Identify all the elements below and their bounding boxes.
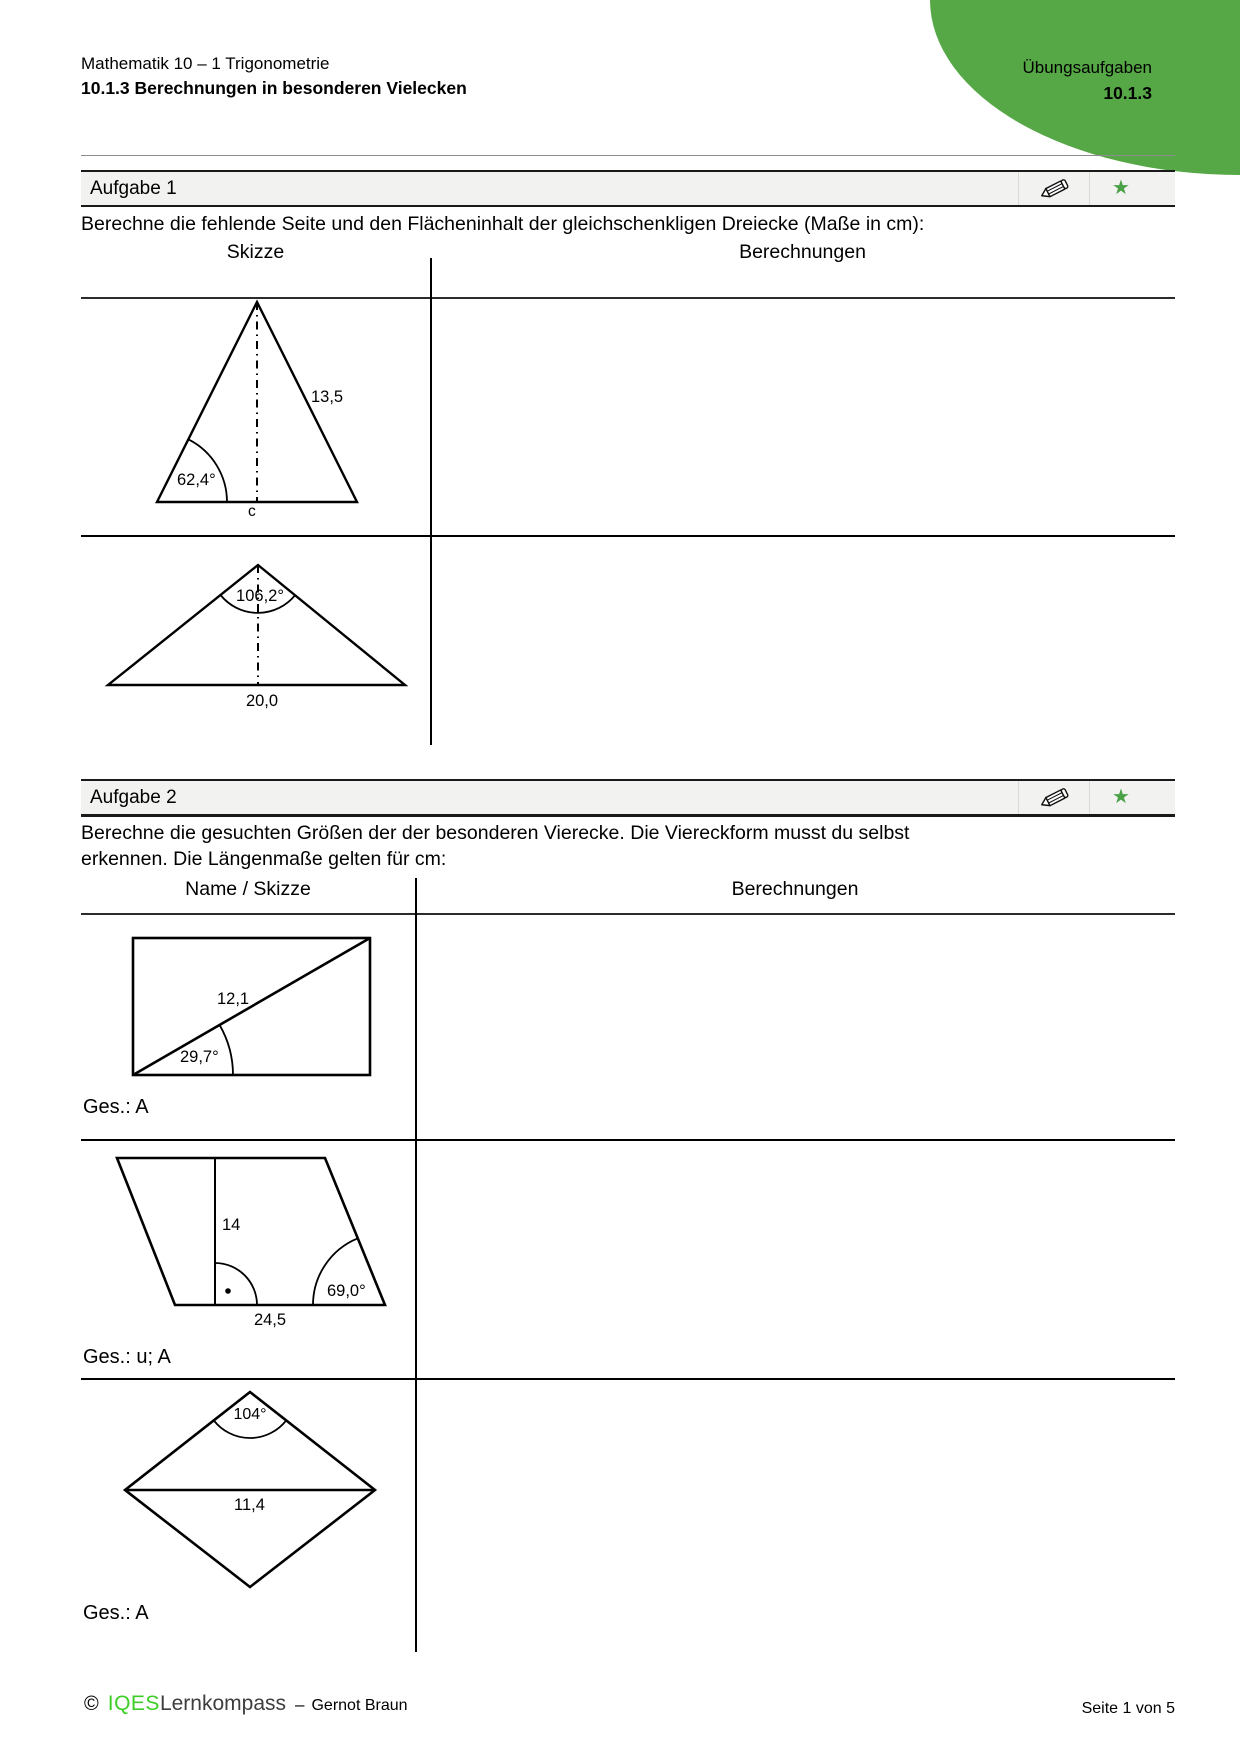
sought-quantities-2: Ges.: u; A — [83, 1346, 171, 1368]
label-diagonal: 12,1 — [217, 990, 250, 1008]
bar-separator — [1018, 172, 1019, 205]
table1-column-divider — [430, 258, 432, 745]
header-rule — [81, 155, 1175, 156]
label-angle: 69,0° — [327, 1282, 366, 1300]
difficulty-star-icon: ★ — [1112, 177, 1130, 199]
lernkompass-logo-text: Lernkompass — [159, 1692, 286, 1715]
page-number: Seite 1 von 5 — [1081, 1700, 1175, 1717]
task-2-instruction-line2: erkennen. Die Längenmaße gelten für cm: — [81, 848, 447, 870]
label-apex-angle: 106,2° — [236, 587, 284, 605]
label-angle: 62,4° — [177, 471, 216, 489]
label-diagonal: 11,4 — [234, 1496, 265, 1514]
task-bar-aufgabe-1 — [81, 170, 1175, 207]
label-angle: 104° — [233, 1406, 267, 1423]
table2-header-rule — [81, 913, 1175, 915]
corner-number: 10.1.3 — [1103, 83, 1152, 103]
course-title: Mathematik 10 – 1 Trigonometrie — [81, 54, 330, 73]
right-angle-dot — [225, 1288, 231, 1294]
footer-dash: – — [295, 1695, 305, 1714]
label-angle: 29,7° — [180, 1048, 219, 1066]
label-height: 14 — [222, 1216, 241, 1234]
sketch-isosceles-triangle-tall — [100, 295, 380, 520]
bar-separator — [1089, 172, 1090, 205]
corner-label: Übungsaufgaben — [1022, 58, 1152, 77]
pencil-icon — [1032, 175, 1078, 203]
task-1-title: Aufgabe 1 — [90, 178, 177, 199]
difficulty-star-icon: ★ — [1112, 786, 1130, 808]
sketch-parallelogram — [95, 1145, 425, 1330]
chapter-title: 10.1.3 Berechnungen in besonderen Vielecken — [81, 78, 467, 98]
task-bar-aufgabe-2 — [81, 779, 1175, 817]
task-1-instruction: Berechne die fehlende Seite und den Flächeninhalt der gleichschenkligen Dreiecke (Maße in cm): — [81, 213, 925, 235]
sketch-isosceles-triangle-wide — [90, 550, 420, 712]
table1-col-sketch: Skizze — [226, 241, 285, 263]
label-side: 13,5 — [311, 388, 344, 406]
table1-row-divider — [81, 535, 1175, 537]
iqes-logo-text: IQES — [107, 1692, 160, 1715]
sought-quantities-3: Ges.: A — [83, 1602, 149, 1624]
footer-branding — [84, 1692, 408, 1716]
pencil-icon — [1032, 784, 1078, 812]
table2-col-calc: Berechnungen — [731, 878, 859, 900]
task-2-instruction-line1: Berechne die gesuchten Größen der der besonderen Vierecke. Die Viereckform musst du selbst — [81, 822, 910, 844]
footer-author: Gernot Braun — [311, 1697, 408, 1714]
corner-badge — [930, 0, 1240, 175]
table2-row-divider — [81, 1139, 1175, 1141]
sketch-rectangle-with-diagonal — [120, 925, 400, 1090]
copyright-icon: © — [84, 1693, 99, 1715]
label-base: 20,0 — [245, 692, 279, 710]
table2-col-sketch: Name / Skizze — [185, 878, 311, 900]
sought-quantities-1: Ges.: A — [83, 1096, 149, 1118]
table1-col-calc: Berechnungen — [739, 241, 866, 263]
label-base: 24,5 — [253, 1311, 287, 1329]
label-base: c — [248, 503, 256, 520]
sketch-rhombus — [110, 1380, 400, 1595]
bar-separator — [1018, 781, 1019, 814]
bar-separator — [1089, 781, 1090, 814]
task-2-title: Aufgabe 2 — [90, 787, 177, 808]
